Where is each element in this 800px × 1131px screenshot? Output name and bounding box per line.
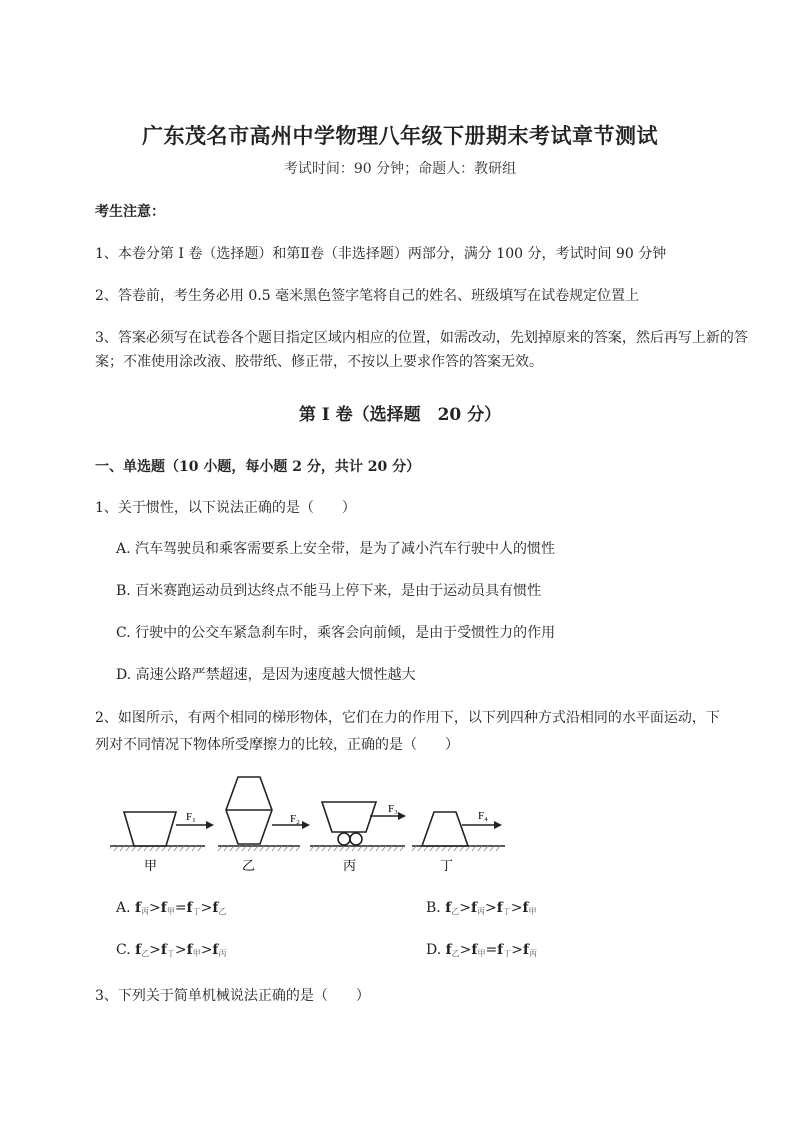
figure-label-yi: 乙 <box>242 859 256 874</box>
question-1-option-b: B. 百米赛跑运动员到达终点不能马上停下来，是由于运动员具有惯性 <box>116 583 542 599</box>
roller-1 <box>338 833 350 845</box>
notice-heading: 考生注意： <box>95 204 165 220</box>
page-title: 广东茂名市高州中学物理八年级下册期末考试章节测试 <box>142 123 658 148</box>
question-1-option-d: D. 高速公路严禁超速，是因为速度越大惯性越大 <box>116 667 416 683</box>
question-1-option-a: A. 汽车驾驶员和乘客需要系上安全带，是为了减小汽车行驶中人的惯性 <box>116 541 556 557</box>
question-2-option-b: B. $f_乙>f_丙>f_丁>f_甲$ <box>426 900 537 916</box>
force-label-4: F₄ <box>478 810 488 822</box>
trapezoid-bing <box>322 802 376 832</box>
notice-item-2: 2、答卷前，考生务必用 0.5 毫米黑色签字笔将自己的姓名、班级填写在试卷规定位置上 <box>95 288 640 304</box>
question-2-option-c: C. $f_乙>f_丁>f_甲>f_丙$ <box>116 942 227 958</box>
trapezoid-ding <box>422 812 468 846</box>
roller-2 <box>350 833 362 845</box>
exam-info: 考试时间：90 分钟；命题人：教研组 <box>283 161 517 177</box>
notice-item-1: 1、本卷分第 I 卷（选择题）和第Ⅱ卷（非选择题）两部分，满分 100 分，考试时间 90 分钟 <box>95 246 667 262</box>
question-2-option-a: A. $f_丙>f_甲=f_丁>f_乙$ <box>116 900 227 916</box>
figure-label-ding: 丁 <box>440 859 454 874</box>
notice-item-3: 3、答案必须写在试卷各个题目指定区域内相应的位置，如需改动，先划掉原来的答案，然后再写上新的答案；不准使用涂改液、胶带纸、修正带，不按以上要求作答的答案无效。 <box>95 330 748 370</box>
question-2-stem-line-1: 2、如图所示，有两个相同的梯形物体，它们在力的作用下，以下列四种方式沿相同的水平面运动，下 <box>95 710 720 726</box>
part-heading: 一、单选题（10 小题，每小题 2 分，共计 20 分） <box>95 459 421 475</box>
force-label-2: F₂ <box>290 813 300 825</box>
question-1-option-c: C. 行驶中的公交车紧急刹车时，乘客会向前倾，是由于受惯性力的作用 <box>116 625 556 641</box>
force-label-3: F₃ <box>388 803 398 815</box>
question-2-option-d: D. $f_乙>f_甲=f_丁>f_丙$ <box>426 942 537 958</box>
friction-figure <box>110 770 510 880</box>
question-2-stem-line-2: 列对不同情况下物体所受摩擦力的比较，正确的是（ ） <box>95 737 459 753</box>
figure-label-bing: 丙 <box>343 859 357 874</box>
question-1-stem: 1、关于惯性，以下说法正确的是（ ） <box>95 500 356 516</box>
trapezoid-jia <box>124 812 176 846</box>
figure-label-jia: 甲 <box>144 859 158 874</box>
section-title: 第 I 卷（选择题 20 分） <box>298 405 502 425</box>
force-label-1: F₁ <box>186 811 196 823</box>
question-3-stem: 3、下列关于简单机械说法正确的是（ ） <box>95 988 370 1004</box>
